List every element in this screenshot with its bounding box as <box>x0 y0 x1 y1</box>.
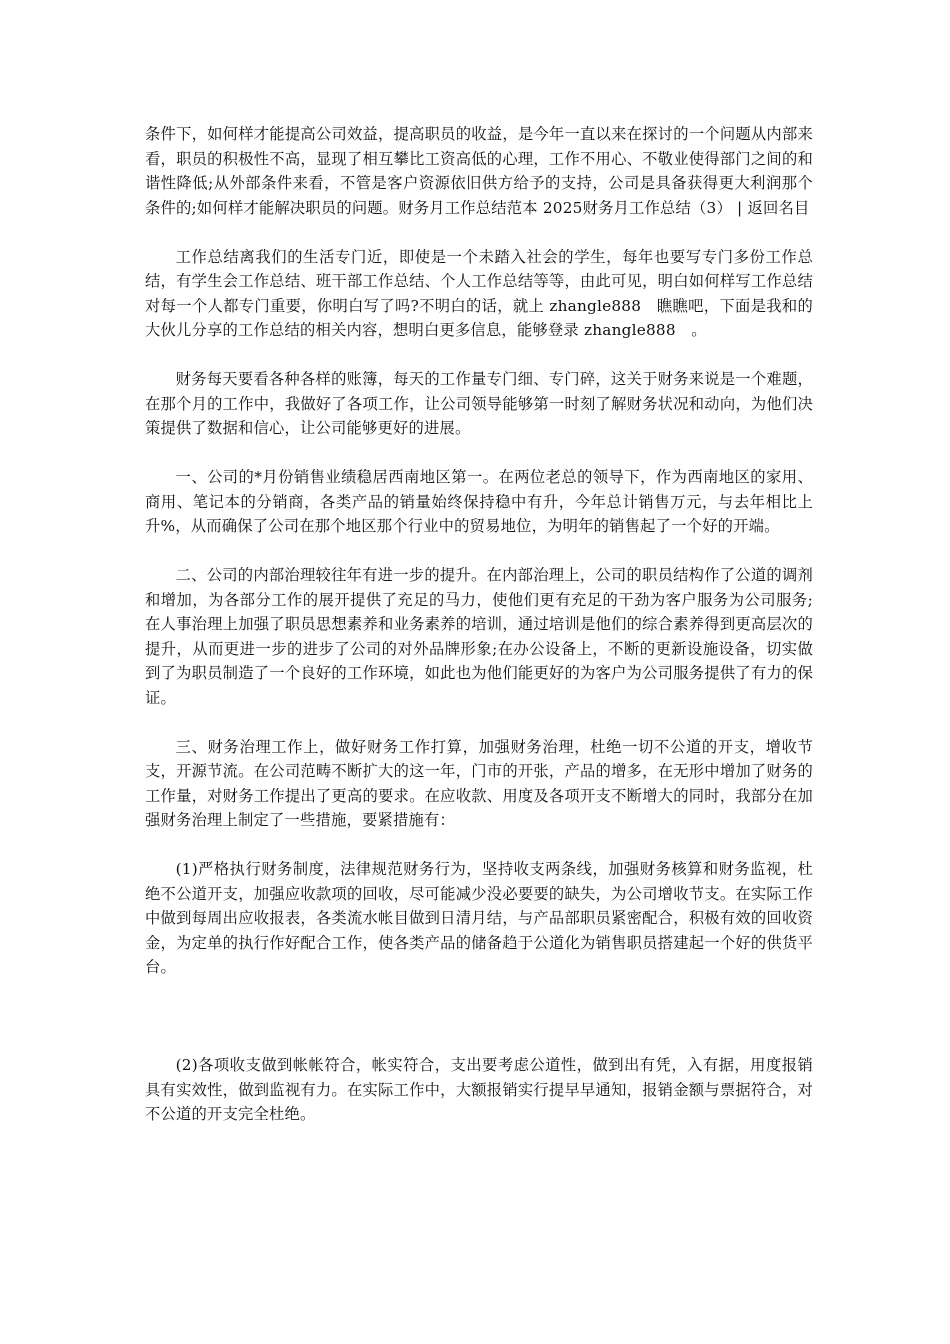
paragraph-measure-two: (2)各项收支做到帐帐符合，帐实符合，支出要考虑公道性，做到出有凭，入有据，用度报销具有实效性，做到监视有力。在实际工作中，大额报销实行提早早通知，报销金额与票据符合，对不公道的开支完全杜绝。 <box>145 1056 813 1123</box>
paragraph-finance-daily: 财务每天要看各种各样的账簿，每天的工作量专门细、专门碎，这关于财务来说是一个难题，在那个月的工作中，我做好了各项工作，让公司领导能够第一时刻了解财务状况和动向，为他们决策提供了数据和信心，让公司能够更好的进展。 <box>145 370 813 437</box>
document-body <box>145 122 813 1151</box>
paragraph-point-two: 二、公司的内部治理较往年有进一步的提升。在内部治理上，公司的职员结构作了公道的调剂和增加，为各部分工作的展开提供了充足的马力，使他们更有充足的干劲为客户服务为公司服务;在人事治理上加强了职员思想素养和业务素养的培训，通过培训是他们的综合素养得到更高层次的提升，从而更进一步的进步了公司的对外品牌形象;在办公设备上，不断的更新设施设备，切实做到了为职员制造了一个良好的工作环境，如此也为他们能更好的为客户为公司服务提供了有力的保证。 <box>145 566 813 707</box>
blank-space <box>145 1004 813 1053</box>
paragraph-measure-one: (1)严格执行财务制度，法律规范财务行为，坚持收支两条线，加强财务核算和财务监视，杜绝不公道开支，加强应收款项的回收，尽可能减少没必要要的缺失，为公司增收节支。在实际工作中做到每周出应收报表，各类流水帐目做到日清月结，与产品部职员紧密配合，积极有效的回收资金，为定单的执行作好配合工作，使各类产品的储备趋于公道化为销售职员搭建起一个好的供货平台。 <box>145 860 813 976</box>
paragraph-intro-continuation: 条件下，如何样才能提高公司效益，提高职员的收益，是今年一直以来在探讨的一个问题从内部来看，职员的积极性不高，显现了相互攀比工资高低的心理，工作不用心、不敬业使得部门之间的和谐性降低;从外部条件来看，不管是客户资源依旧供方给予的支持，公司是具备获得更大利润那个条件的;如何样才能解决职员的问题。财务月工作总结范本 2025财务月工作总结（3） | 返回名目 <box>145 125 813 217</box>
paragraph-point-one: 一、公司的*月份销售业绩稳居西南地区第一。在两位老总的领导下，作为西南地区的家用、商用、笔记本的分销商，各类产品的销量始终保持稳中有升，今年总计销售万元，与去年相比上升%，从而确保了公司在那个地区那个行业中的贸易地位，为明年的销售起了一个好的开端。 <box>145 468 813 535</box>
paragraph-summary-importance: 工作总结离我们的生活专门近，即使是一个未踏入社会的学生，每年也要写专门多份工作总结，有学生会工作总结、班干部工作总结、个人工作总结等等，由此可见，明白如何样写工作总结对每一个人都专门重要，你明白写了吗?不明白的话，就上 zhangle888 瞧瞧吧，下面是我和的大伙儿分享的工作总结的相关内容，想明白更多信息，能够登录 zhangle888 。 <box>145 247 813 339</box>
paragraph-point-three: 三、财务治理工作上，做好财务工作打算，加强财务治理，杜绝一切不公道的开支，增收节支，开源节流。在公司范畴不断扩大的这一年，门市的开张，产品的增多，在无形中增加了财务的工作量，对财务工作提出了更高的要求。在应收款、用度及各项开支不断增大的同时，我部分在加强财务治理上制定了一些措施，要紧措施有： <box>145 737 813 829</box>
